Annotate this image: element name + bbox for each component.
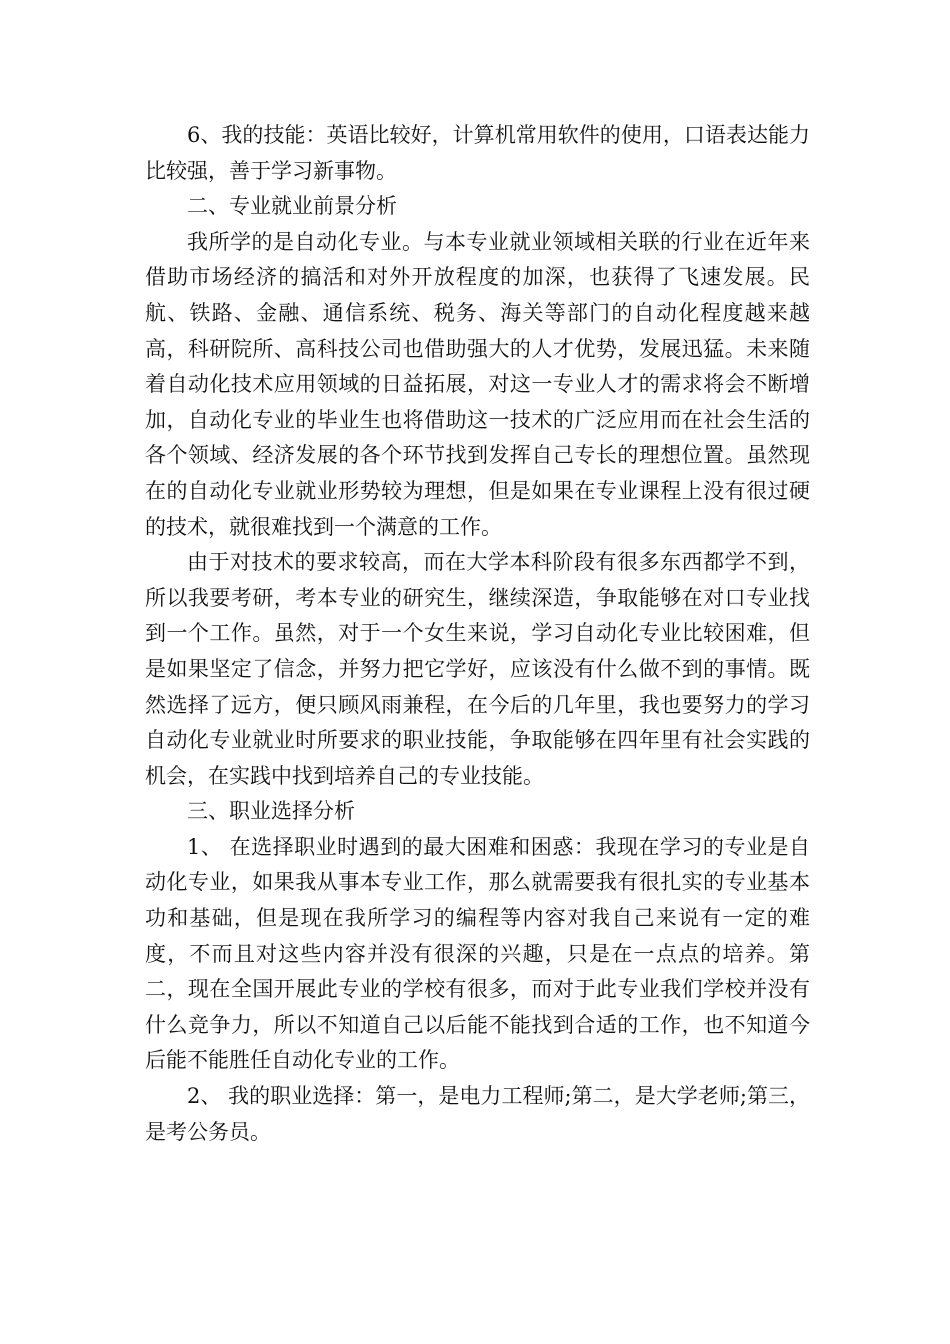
skills-paragraph: 6、我的技能：英语比较好，计算机常用软件的使用，口语表达能力比较强，善于学习新事物。	[145, 123, 810, 183]
section-heading-2: 二、专业就业前景分析	[187, 194, 397, 219]
prospect-paragraph-1: 我所学的是自动化专业。与本专业就业领域相关联的行业在近年来借助市场经济的搞活和对外开放程度的加深，也获得了飞速发展。民航、铁路、金融、通信系统、税务、海关等部门的自动化程度越来越高，科研院所、高科技公司也借助强大的人才优势，发展迅猛。未来随着自动化技术应用领域的日益拓展，对这一专业人才的需求将会不断增加，自动化专业的毕业生也将借助这一技术的广泛应用而在社会生活的各个领域、经济发展的各个环节找到发挥自己专长的理想位置。虽然现在的自动化专业就业形势较为理想，但是如果在专业课程上没有很过硬的技术，就很难找到一个满意的工作。	[145, 229, 810, 539]
prospect-paragraph-2: 由于对技术的要求较高，而在大学本科阶段有很多东西都学不到，所以我要考研，考本专业的研究生，继续深造，争取能够在对口专业找到一个工作。虽然，对于一个女生来说，学习自动化专业比较困难，但是如果坚定了信念，并努力把它学好，应该没有什么做不到的事情。既然选择了远方，便只顾风雨兼程，在今后的几年里，我也要努力的学习自动化专业就业时所要求的职业技能，争取能够在四年里有社会实践的机会，在实践中找到培养自己的专业技能。	[145, 550, 810, 788]
section-heading-3: 三、职业选择分析	[187, 799, 355, 824]
document-body	[145, 118, 810, 1150]
career-paragraph-1: 1、 在选择职业时遇到的最大困难和困惑：我现在学习的专业是自动化专业，如果我从事本专业工作，那么就需要我有很扎实的专业基本功和基础，但是现在我所学习的编程等内容对我自己来说有一定的难度，不而且对这些内容并没有很深的兴趣，只是在一点点的培养。第二，现在全国开展此专业的学校有很多，而对于此专业我们学校并没有什么竞争力，所以不知道自己以后能不能找到合适的工作，也不知道今后能不能胜任自动化专业的工作。	[145, 834, 810, 1073]
career-paragraph-2: 2、 我的职业选择：第一，是电力工程师;第二，是大学老师;第三，是考公务员。	[145, 1084, 810, 1144]
